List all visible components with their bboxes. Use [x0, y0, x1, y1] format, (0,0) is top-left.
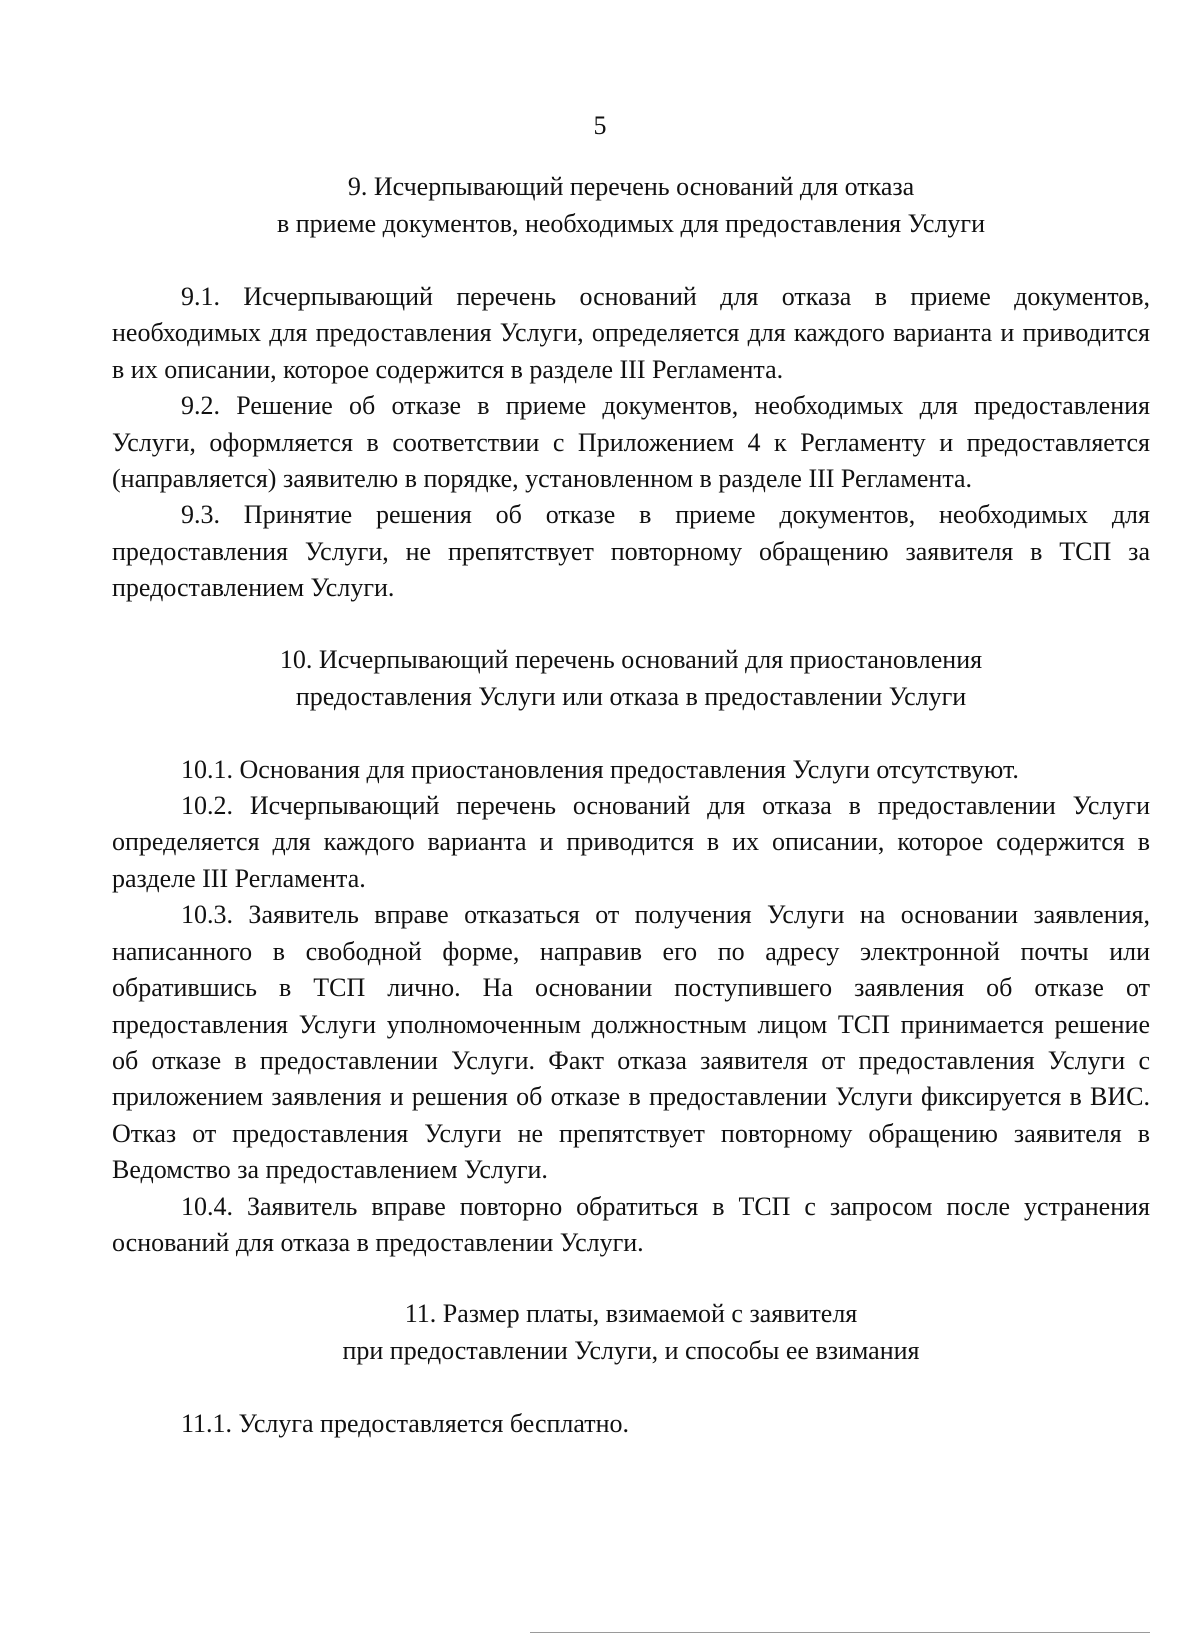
heading-line: 11. Размер платы, взимаемой с заявителя	[404, 1299, 858, 1329]
spacer	[112, 1261, 1150, 1295]
paragraph-10-4: 10.4. Заявитель вправе повторно обратиться в ТСП с запросом после устранения оснований для отказа в предоставлении Услуги.	[112, 1191, 1150, 1257]
section-9-heading	[112, 168, 1150, 242]
paragraph-10-1: 10.1. Основания для приостановления предоставления Услуги отсутствуют.	[181, 754, 1019, 784]
spacer	[112, 1369, 1150, 1406]
spacer	[112, 607, 1150, 641]
heading-line: 10. Исчерпывающий перечень оснований для приостановления	[279, 644, 983, 674]
heading-line: предоставления Услуги или отказа в предоставлении Услуги	[295, 681, 967, 711]
section-10-heading	[112, 641, 1150, 715]
section-11-heading	[112, 1295, 1150, 1369]
page-number: 5	[593, 111, 607, 140]
bottom-edge-line	[530, 1632, 1150, 1633]
paragraph-9-3: 9.3. Принятие решения об отказе в приеме документов, необходимых для предоставления Услуги, не препятствует повторному обращению заявителя в ТСП за предоставлением Услуги.	[112, 500, 1150, 603]
heading-line: 9. Исчерпывающий перечень оснований для отказа	[347, 172, 915, 201]
paragraph-10-2: 10.2. Исчерпывающий перечень оснований для отказа в предоставлении Услуги определяется для каждого варианта и приводится в их описании, которое содержится в разделе III Регламента.	[112, 791, 1150, 893]
heading-line: в приеме документов, необходимых для предоставления Услуги	[276, 209, 986, 238]
page-content	[112, 168, 1150, 1443]
paragraph-9-2: 9.2. Решение об отказе в приеме документов, необходимых для предоставления Услуги, оформляется в соответствии с Приложением 4 к Регламенту и предоставляется (направляется) заявителю в порядке, установленном в разделе III Регламента.	[112, 391, 1150, 494]
spacer	[112, 715, 1150, 752]
paragraph-11-1: 11.1. Услуга предоставляется бесплатно.	[181, 1409, 630, 1439]
paragraph-10-3: 10.3. Заявитель вправе отказаться от получения Услуги на основании заявления, написанного в свободной форме, направив его по адресу электронной почты или обратившись в ТСП лично. На основании поступившего заявления об отказе от предоставления Услуги уполномоченным должностным лицом ТСП принимается решение об отказе в предоставлении Услуги. Факт отказа заявителя от предоставления Услуги с приложением заявления и решения об отказе в предоставлении Услуги фиксируется в ВИС. Отказ от предоставления Услуги не препятствует повторному обращению заявителя в Ведомство за предоставлением Услуги.	[112, 900, 1150, 1185]
spacer	[112, 242, 1150, 279]
paragraph-9-1: 9.1. Исчерпывающий перечень оснований для отказа в приеме документов, необходимых для предоставления Услуги, определяется для каждого варианта и приводится в их описании, которое содержится в разделе III Регламента.	[112, 282, 1150, 384]
heading-line: при предоставлении Услуги, и способы ее взимания	[342, 1336, 920, 1366]
